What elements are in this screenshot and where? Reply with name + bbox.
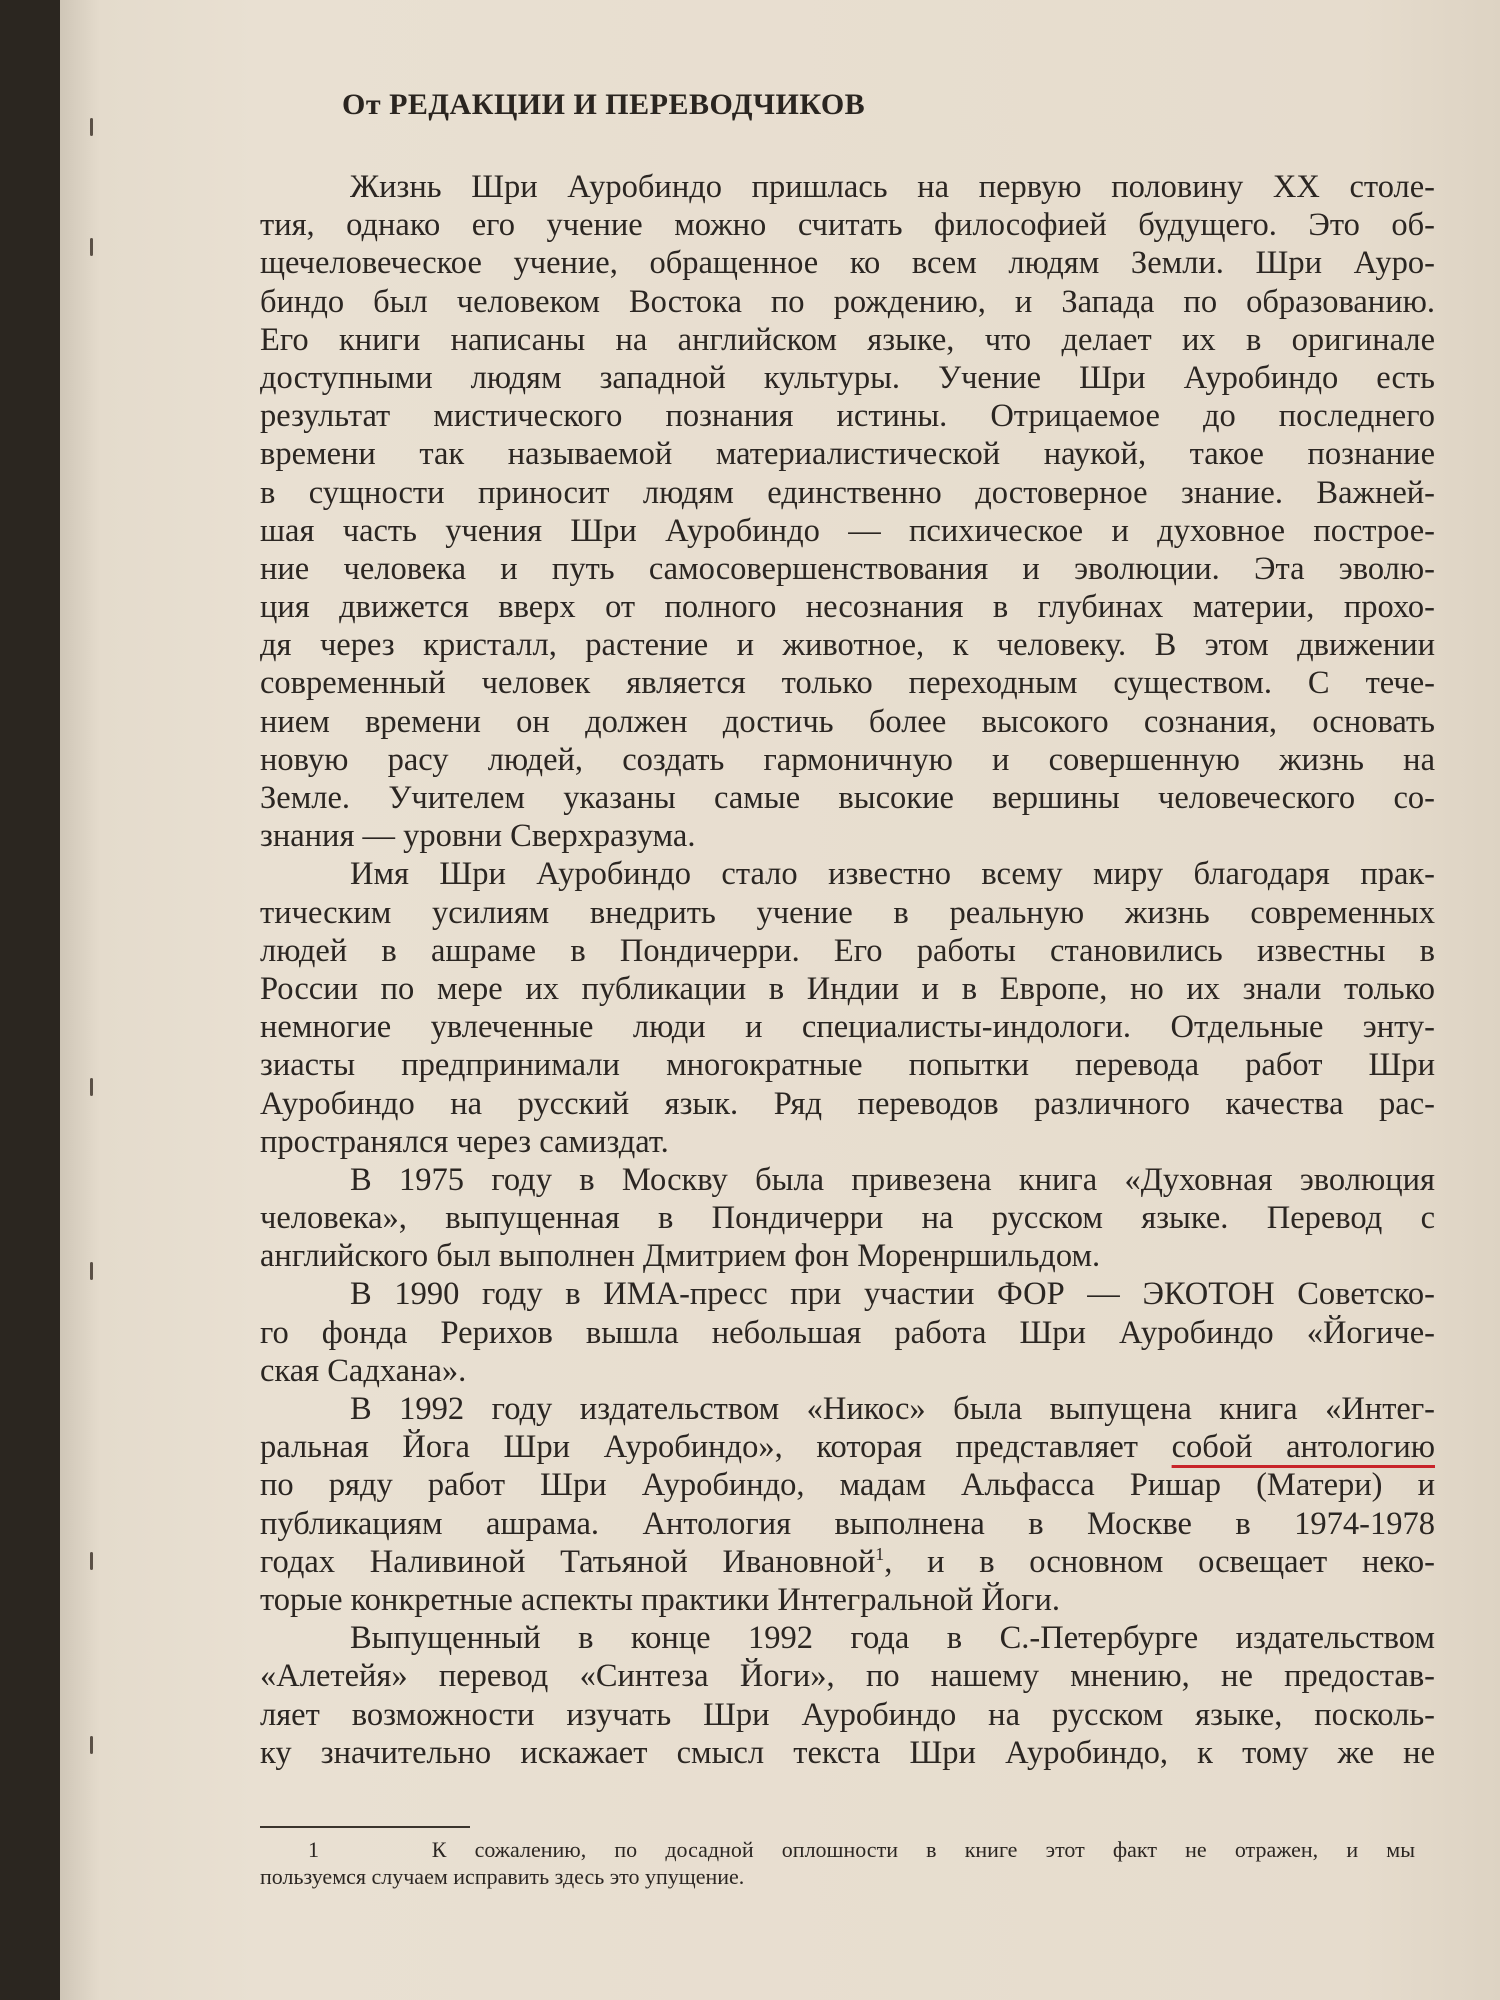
line-text: публикациям ашрама. Антология выполнена в Москве в 1974-1978 — [260, 1505, 1435, 1542]
line-text: щечеловеческое учение, обращенное ко всем людям Земли. Шри Ауро- — [260, 245, 1435, 282]
line-text: в сущности приносит людям единственно достоверное знание. Важней- — [260, 474, 1435, 511]
text-line — [260, 1314, 1435, 1352]
binding-stitch — [90, 1552, 93, 1570]
footnote-reference: 1 — [875, 1543, 885, 1564]
text-line — [260, 1199, 1435, 1237]
line-text: современный человек является только переходным существом. С тече- — [260, 665, 1435, 702]
text-line — [260, 1390, 1435, 1428]
line-text: знания — уровни Сверхразума. — [260, 818, 696, 855]
text-line — [260, 664, 1435, 702]
text-line — [260, 550, 1435, 588]
line-text: по ряду работ Шри Ауробиндо, мадам Альфасса Ришар (Матери) и — [260, 1467, 1435, 1504]
text-line — [260, 1352, 1435, 1390]
footnote-marker: 1 — [308, 1837, 319, 1862]
text-line — [260, 1428, 1435, 1466]
text-line — [260, 206, 1435, 244]
line-text: нием времени он должен достичь более высокого сознания, основать — [260, 703, 1435, 740]
text-line — [260, 474, 1435, 512]
text-line — [260, 1046, 1435, 1084]
line-text: В 1992 году издательством «Никос» была выпущена книга «Интег- — [350, 1391, 1435, 1427]
line-text: го фонда Рерихов вышла небольшая работа Шри Ауробиндо «Йогиче- — [260, 1314, 1435, 1351]
text-line — [260, 817, 1435, 855]
book-page — [60, 0, 1500, 2000]
text-line — [260, 1657, 1435, 1695]
text-line — [260, 1237, 1435, 1275]
text-line — [260, 779, 1435, 817]
text-line — [260, 970, 1435, 1008]
text-line — [260, 359, 1435, 397]
text-line — [260, 855, 1435, 893]
line-text: английского был выполнен Дмитрием фон Моренршильдом. — [260, 1238, 1101, 1275]
line-text: новую расу людей, создать гармоничную и совершенную жизнь на — [260, 741, 1435, 778]
text-line — [260, 1466, 1435, 1504]
line-text-continued: , и в основном освещает неко- — [884, 1543, 1435, 1580]
text-line — [260, 1275, 1435, 1313]
text-line — [260, 397, 1435, 435]
line-text: человека», выпущенная в Пондичерри на русском языке. Перевод с — [260, 1200, 1435, 1237]
text-line — [260, 1161, 1435, 1199]
text-line — [260, 626, 1435, 664]
binding-stitch — [90, 238, 93, 256]
line-text: пространялся через самиздат. — [260, 1123, 669, 1160]
body-text — [260, 168, 1435, 1772]
binding-stitch — [90, 1736, 93, 1754]
line-text: ку значительно искажает смысл текста Шри Ауробиндо, к тому же не — [260, 1734, 1435, 1771]
line-text: ская Садхана». — [260, 1352, 467, 1389]
text-line — [260, 1734, 1435, 1772]
text-line — [260, 703, 1435, 741]
line-text: Жизнь Шри Ауробиндо пришлась на первую половину XX столе- — [350, 169, 1435, 205]
line-text: Выпущенный в конце 1992 года в С.-Петербурге издательством — [350, 1620, 1435, 1657]
text-line — [260, 1581, 1435, 1619]
line-text: годах Наливиной Татьяной Ивановной — [260, 1543, 876, 1580]
text-line — [260, 1123, 1435, 1161]
line-text: ция движется вверх от полного несознания в глубинах материи, прохо- — [260, 589, 1435, 626]
line-text: немногие увлеченные люди и специалисты-индологи. Отдельные энту- — [260, 1009, 1435, 1046]
line-text: зиасты предпринимали многократные попытки перевода работ Шри — [260, 1047, 1435, 1084]
text-line — [260, 321, 1435, 359]
binding-stitch — [90, 118, 93, 136]
line-text: ние человека и путь самосовершенствования и эволюции. Эта эволю- — [260, 550, 1435, 587]
line-text: В 1975 году в Москву была привезена книга «Духовная эволюция — [350, 1161, 1435, 1198]
text-line — [260, 283, 1435, 321]
line-text: Ауробиндо на русский язык. Ряд переводов различного качества рас- — [260, 1085, 1435, 1122]
text-line — [260, 932, 1435, 970]
line-text: дя через кристалл, растение и животное, к человеку. В этом движении — [260, 627, 1435, 664]
red-underlined-text: собой антологию — [1171, 1429, 1435, 1466]
line-text: людей в ашраме в Пондичерри. Его работы становились известны в — [260, 932, 1435, 969]
line-text: тия, однако его учение можно считать философией будущего. Это об- — [260, 207, 1435, 244]
text-line — [260, 1543, 1435, 1581]
line-text: биндо был человеком Востока по рождению, и Запада по образованию. — [260, 283, 1435, 320]
line-text: «Алетейя» перевод «Синтеза Йоги», по нашему мнению, не предостав- — [260, 1658, 1435, 1695]
text-line — [260, 1696, 1435, 1734]
binding-stitch — [90, 1078, 93, 1096]
footnote-line-2: пользуемся случаем исправить здесь это упущение. — [260, 1864, 745, 1889]
line-text: результат мистического познания истины. Отрицаемое до последнего — [260, 398, 1435, 435]
line-text: Его книги написаны на английском языке, что делает их в оригинале — [260, 321, 1435, 358]
footnote-text: К сожалению, по досадной оплошности в книге этот факт не отражен, и мы — [431, 1837, 1415, 1862]
binding-stitch — [90, 1262, 93, 1280]
text-line — [260, 1619, 1435, 1657]
text-line — [260, 894, 1435, 932]
line-text: Земле. Учителем указаны самые высокие вершины человеческого со- — [260, 780, 1435, 816]
footnote-divider — [260, 1826, 470, 1828]
text-line — [260, 512, 1435, 550]
text-line — [260, 741, 1435, 779]
line-text: тическим усилиям внедрить учение в реальную жизнь современных — [260, 894, 1435, 931]
text-line — [260, 1505, 1435, 1543]
line-text: времени так называемой материалистической наукой, такое познание — [260, 436, 1435, 473]
line-text: ральная Йога Шри Ауробиндо», которая представляет — [260, 1429, 1172, 1466]
text-line — [260, 435, 1435, 473]
line-text: ляет возможности изучать Шри Ауробиндо на русском языке, посколь- — [260, 1696, 1435, 1733]
footnote — [260, 1836, 1415, 1890]
footnote-line-1 — [260, 1836, 1415, 1863]
text-line — [260, 244, 1435, 282]
line-text: доступными людям западной культуры. Учение Шри Ауробиндо есть — [260, 359, 1435, 396]
line-text: Имя Шри Ауробиндо стало известно всему миру благодаря прак- — [350, 856, 1435, 893]
text-line — [260, 1008, 1435, 1046]
page-heading: От РЕДАКЦИИ И ПЕРЕВОДЧИКОВ — [342, 88, 866, 121]
text-line — [260, 1085, 1435, 1123]
text-line — [260, 168, 1435, 206]
line-text: В 1990 году в ИМА-пресс при участии ФОР — ЭКОТОН Советско- — [350, 1276, 1435, 1313]
line-text: шая часть учения Шри Ауробиндо — психическое и духовное построе- — [260, 512, 1435, 549]
line-text: торые конкретные аспекты практики Интегральной Йоги. — [260, 1581, 1060, 1618]
text-line — [260, 588, 1435, 626]
line-text: России по мере их публикации в Индии и в Европе, но их знали только — [260, 970, 1435, 1007]
